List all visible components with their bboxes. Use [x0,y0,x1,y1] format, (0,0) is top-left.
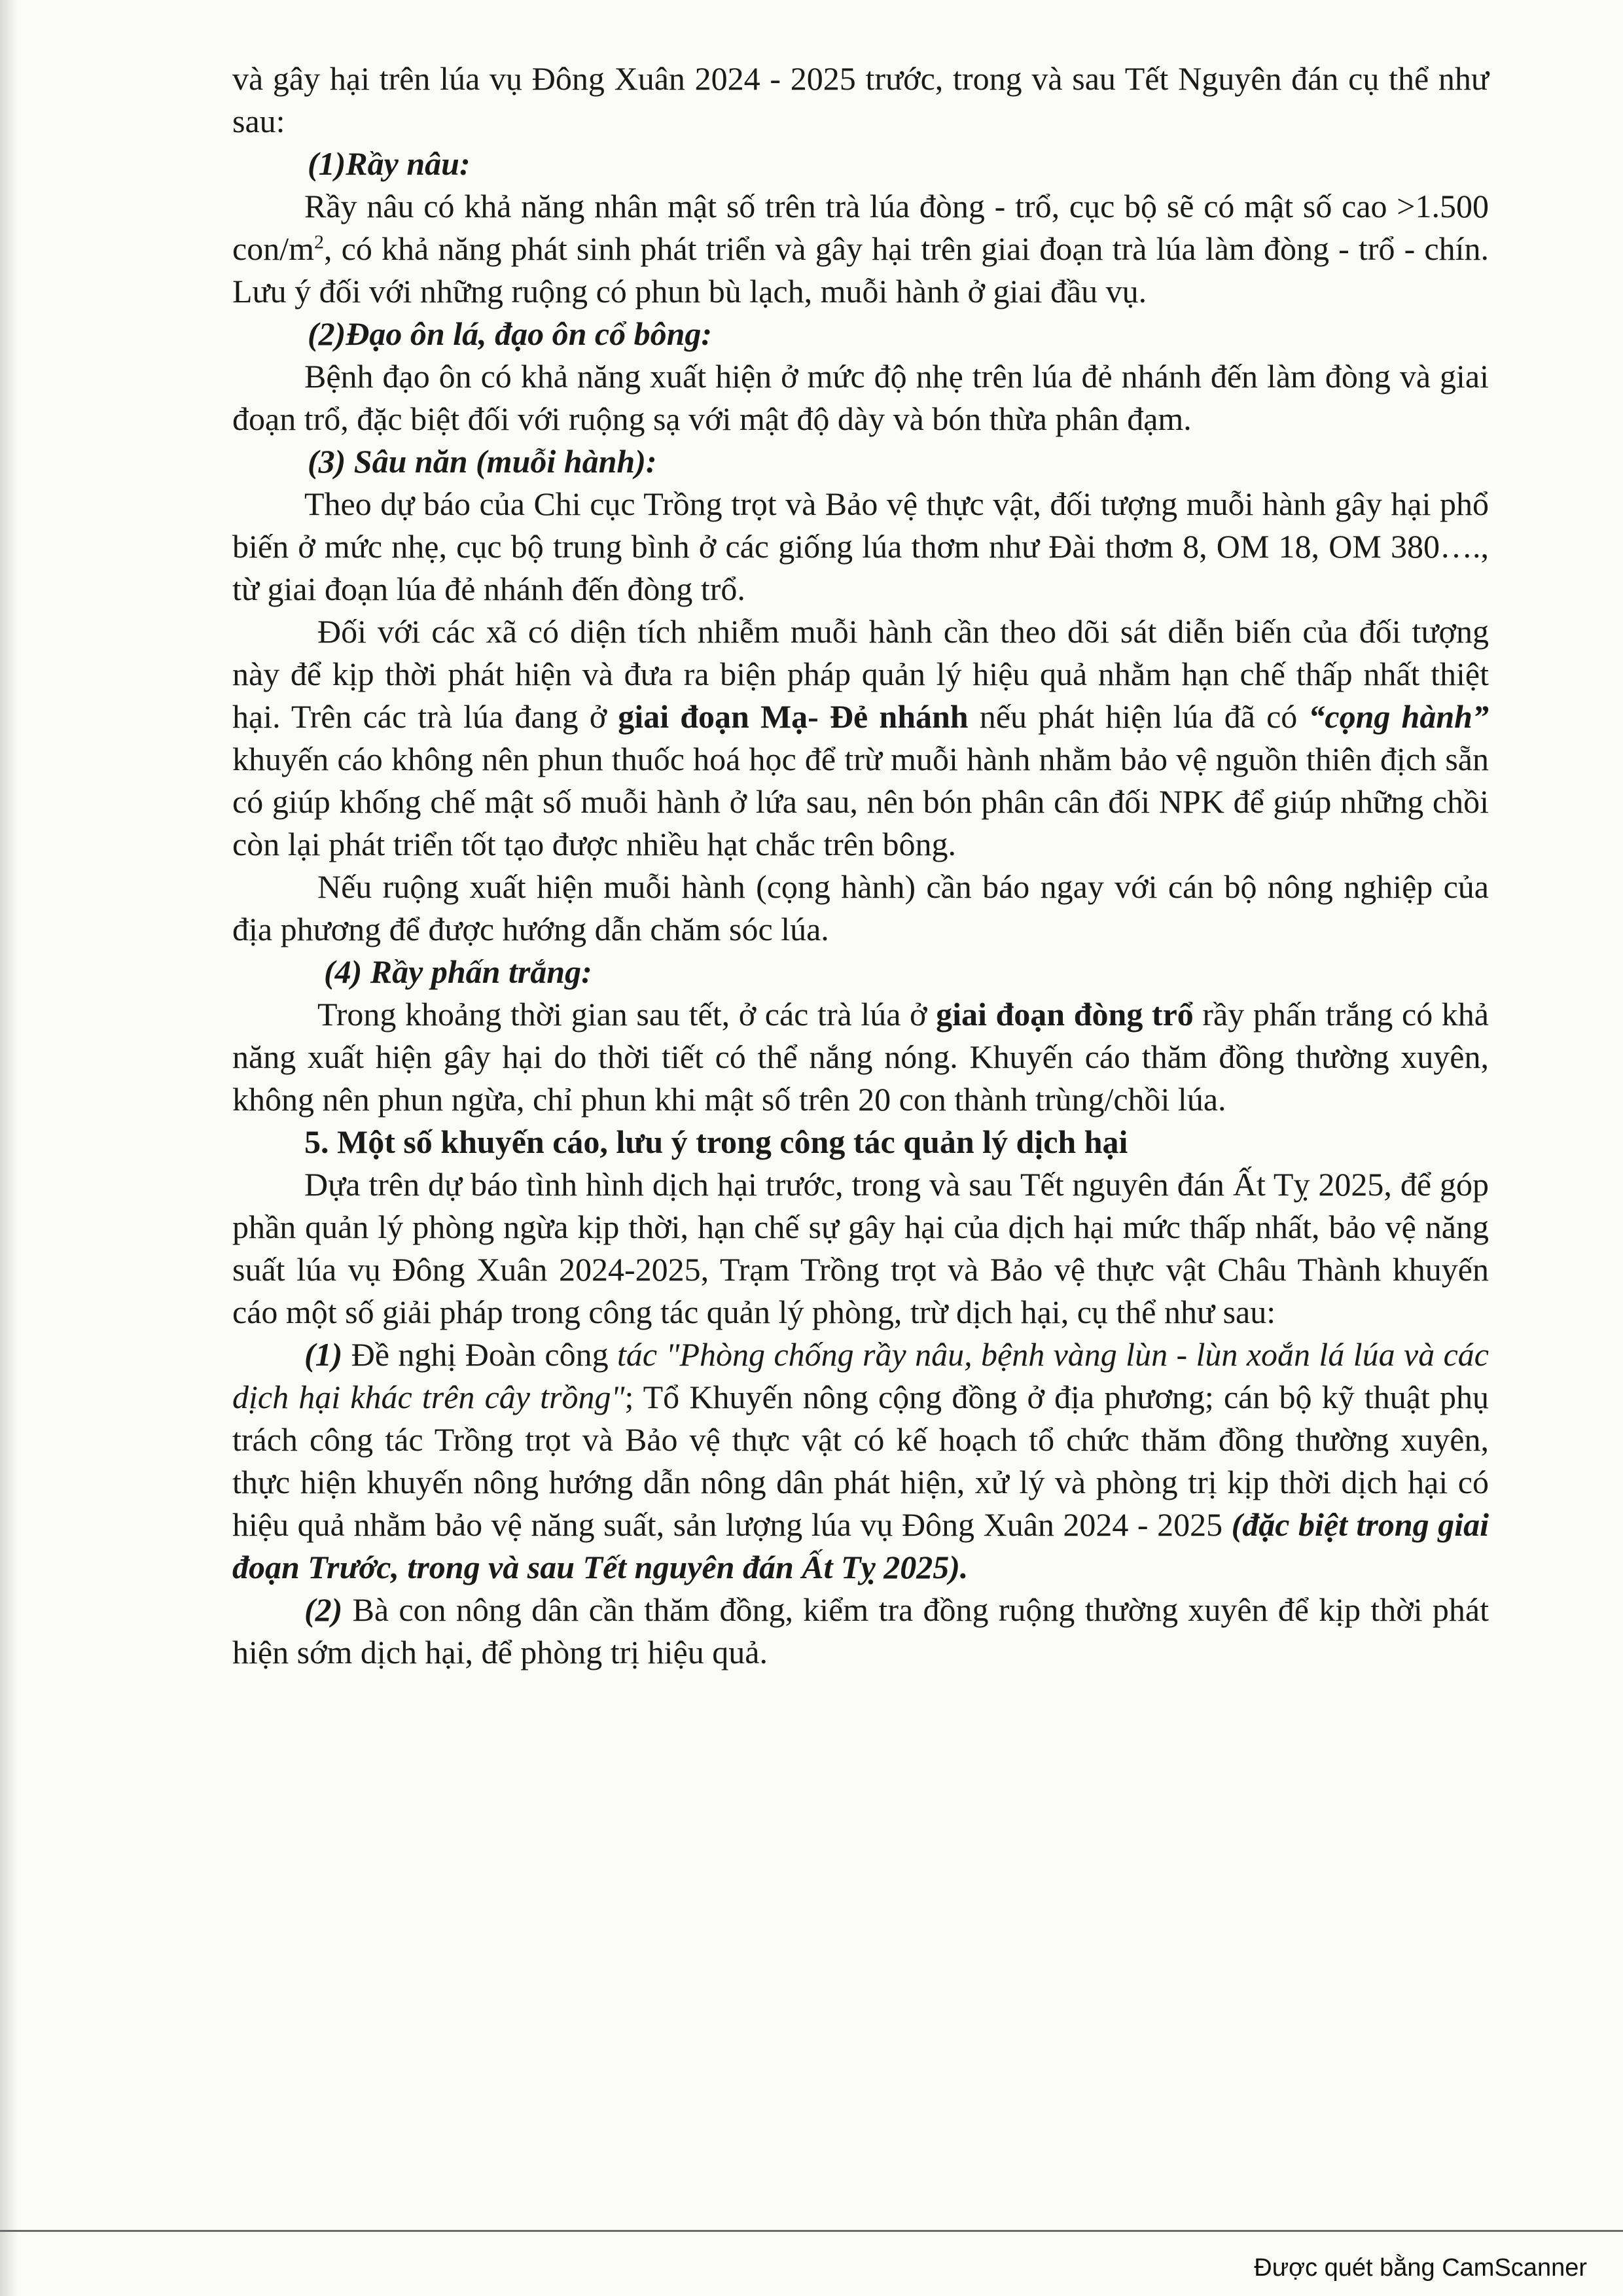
heading-sau-nan: (3) Sâu năn (muỗi hành): [308,443,657,480]
ray-nau-text-a: Rầy nâu có khả năng nhân mật số trên trà lúa đòng - trổ, cục bộ sẽ có mật số cao >1.500 con/m [232,188,1489,267]
sau-nan-bold-stage: giai đoạn Mạ- Đẻ nhánh [618,698,969,735]
ray-phan-bold-stage: giai đoạn đòng trổ [936,996,1194,1033]
paragraph-sau-nan-3: Nếu ruộng xuất hiện muỗi hành (cọng hành) cần báo ngay với cán bộ nông nghiệp của địa phương để được hướng dẫn chăm sóc lúa. [232,868,1489,947]
section-5-title: 5. Một số khuyến cáo, lưu ý trong công tác quản lý dịch hại [304,1123,1128,1160]
recommendation-1-text-a: Đề nghị Đoàn công [342,1336,618,1373]
sau-nan-text-e: khuyến cáo không nên phun thuốc hoá học để trừ muỗi hành nhằm bảo vệ nguồn thiên địch sẵn có giúp khống chế mật số muỗi hành ở lứa sau, nên bón phân cân đối NPK để giúp những chồi còn lại phát triển tốt tạo được nhiều hạt chắc trên bông. [232,741,1489,862]
paragraph-dao-on: Bệnh đạo ôn có khả năng xuất hiện ở mức độ nhẹ trên lúa đẻ nhánh đến làm đòng và giai đoạn trổ, đặc biệt đối với ruộng sạ với mật độ dày và bón thừa phân đạm. [232,358,1489,437]
recommendation-1-note: (đặc biệt trong giai đoạn Trước, trong và sau Tết nguyên đán Ất Tỵ 2025). [232,1506,1489,1585]
heading-ray-phan-trang: (4) Rầy phấn trắng: [324,953,592,990]
paragraph-sau-nan-2 [232,610,1489,866]
paragraph-ray-phan-trang [232,993,1489,1121]
ray-phan-text-c: rầy phấn trắng có khả năng xuất hiện gây hại do thời tiết có thể nắng nóng. Khuyến cáo thăm đồng thường xuyên, không nên phun ngừa, chỉ phun khi mật số trên 20 con thành trùng/chồi lúa. [232,996,1489,1118]
recommendation-1-number: (1) [304,1336,343,1373]
recommendation-1-text-c: ; Tổ Khuyến nông cộng đồng ở địa phương; cán bộ kỹ thuật phụ trách công tác Trồng trọt và Bảo vệ thực vật có kế hoạch tổ chức thăm đồng thường xuyên, thực hiện khuyến nông hướng dẫn nông dân phát hiện, xử lý và phòng trị kịp thời dịch hại có hiệu quả nhằm bảo vệ năng suất, sản lượng lúa vụ Đông Xuân 2024 - 2025 [232,1379,1489,1543]
document-body [232,58,1489,1674]
sau-nan-bold-cong-hanh: “cọng hành” [1308,698,1489,735]
recommendation-1-campaign-name: tác "Phòng chống rầy nâu, bệnh vàng lùn - lùn xoắn lá lúa và các dịch hại khác trên cây trồng" [232,1336,1489,1415]
page-bottom-edge [0,2230,1623,2232]
recommendation-2-text: Bà con nông dân cần thăm đồng, kiểm tra đồng ruộng thường xuyên để kịp thời phát hiện sớm dịch hại, để phòng trị hiệu quả. [232,1591,1489,1670]
recommendation-1 [232,1333,1489,1589]
sau-nan-text-a: Đối với các xã có diện tích nhiễm muỗi hành cần theo dõi sát diễn biến của đối tượng này để kịp thời phát hiện và đưa ra biện pháp quản lý hiệu quả nhằm hạn chế thấp nhất thiệt hại. Trên các trà lúa đang ở [232,613,1489,735]
paragraph-section-5: Dựa trên dự báo tình hình dịch hại trước, trong và sau Tết nguyên đán Ất Tỵ 2025, để góp phần quản lý phòng ngừa kịp thời, hạn chế sự gây hại của dịch hại mức thấp nhất, bảo vệ năng suất lúa vụ Đông Xuân 2024-2025, Trạm Trồng trọt và Bảo vệ thực vật Châu Thành khuyến cáo một số giải pháp trong công tác quản lý phòng, trừ dịch hại, cụ thể như sau: [232,1166,1489,1330]
ray-nau-text-b: , có khả năng phát sinh phát triển và gây hại trên giai đoạn trà lúa làm đòng - trổ - chín. Lưu ý đối với những ruộng có phun bù lạch, muỗi hành ở giai đầu vụ. [232,230,1489,309]
intro-paragraph: và gây hại trên lúa vụ Đông Xuân 2024 - 2025 trước, trong và sau Tết Nguyên đán cụ thể như sau: [232,60,1489,139]
superscript-2: 2 [313,231,324,253]
heading-ray-nau: (1)Rầy nâu: [308,145,471,182]
paragraph-sau-nan-1: Theo dự báo của Chi cục Trồng trọt và Bảo vệ thực vật, đối tượng muỗi hành gây hại phổ biến ở mức nhẹ, cục bộ trung bình ở các giống lúa thơm như Đài thơm 8, OM 18, OM 380…., từ giai đoạn lúa đẻ nhánh đến đòng trổ. [232,486,1489,607]
recommendation-2 [232,1589,1489,1674]
recommendation-2-number: (2) [304,1591,343,1628]
heading-dao-on: (2)Đạo ôn lá, đạo ôn cổ bông: [308,315,713,352]
ray-phan-text-a: Trong khoảng thời gian sau tết, ở các trà lúa ở [317,996,936,1033]
sau-nan-text-c: nếu phát hiện lúa đã có [968,698,1309,735]
paragraph-ray-nau [232,185,1489,313]
page-edge-shadow [0,0,18,2296]
camscanner-watermark: Được quét bằng CamScanner [1254,2254,1587,2282]
